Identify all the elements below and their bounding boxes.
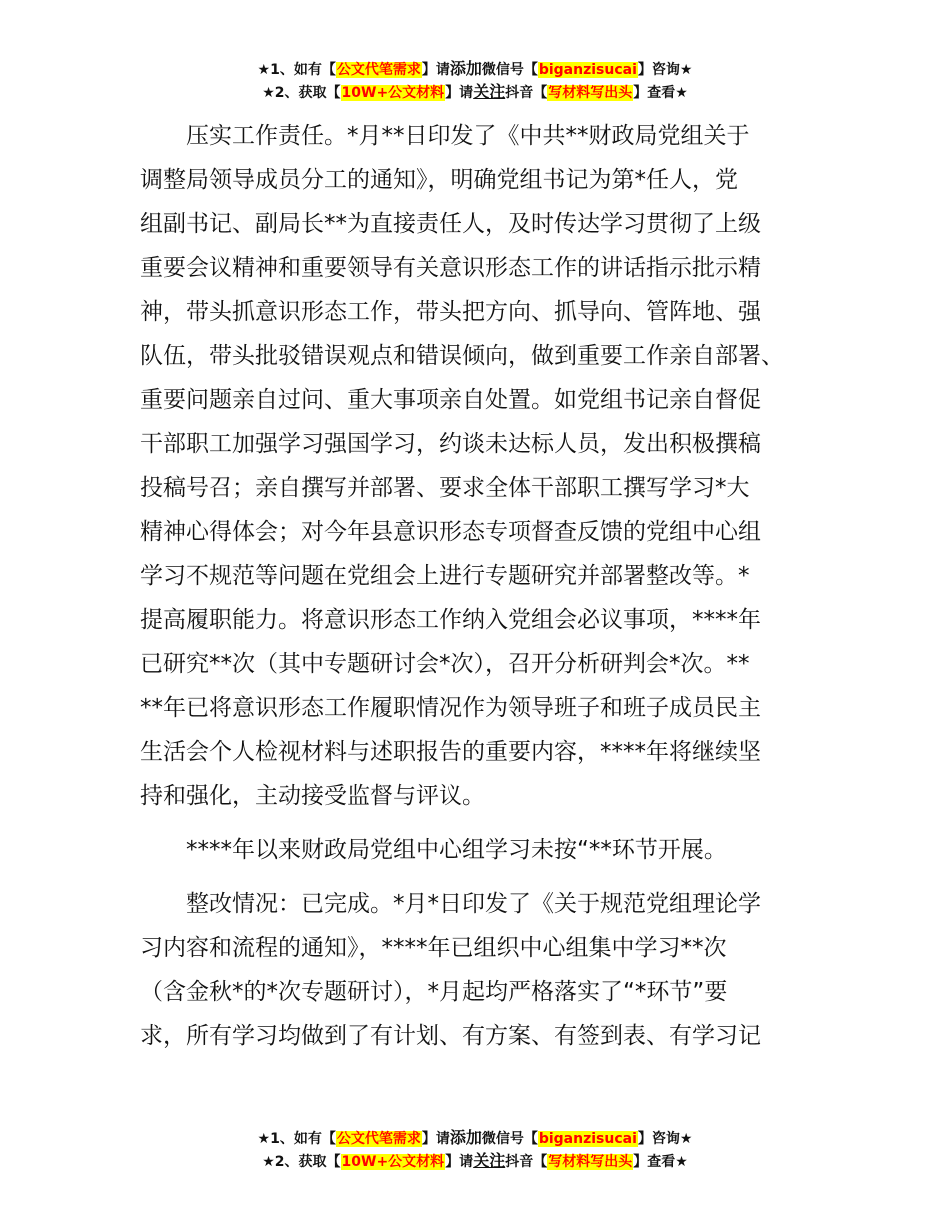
text-line: 神，带头抓意识形态工作，带头把方向、抓导向、管阵地、强 xyxy=(140,299,761,325)
text-line: 学习不规范等问题在党组会上进行专题研究并部署整改等。* xyxy=(140,563,750,589)
text-line: 生活会个人检视材料与述职报告的重要内容，****年将继续坚 xyxy=(140,739,761,765)
text-line: 提高履职能力。将意识形态工作纳入党组会必议事项，****年 xyxy=(140,607,761,633)
text-line: 持和强化，主动接受监督与评议。 xyxy=(140,783,485,809)
banner-line-2: ★2、获取【10W+公文材料】请关注抖音【写材料写出头】查看★ xyxy=(262,1151,688,1170)
banner-line-1: ★1、如有【公文代笔需求】请添加微信号【biganzisucai】咨询★ xyxy=(257,1128,693,1147)
text-line: 重要问题亲自过问、重大事项亲自处置。如党组书记亲自督促 xyxy=(140,387,761,413)
text-line: ****年以来财政局党组中心组学习未按“**环节开展。 xyxy=(140,837,727,863)
text-line: 压实工作责任。*月**日印发了《中共**财政局党组关于 xyxy=(140,123,750,149)
text-line: 调整局领导成员分工的通知》，明确党组书记为第*任人，党 xyxy=(140,167,738,193)
paragraph-rectification xyxy=(140,882,830,1058)
text-line: 已研究**次（其中专题研讨会*次），召开分析研判会*次。** xyxy=(140,651,750,677)
text-line: 精神心得体会；对今年县意识形态专项督查反馈的党组中心组 xyxy=(140,519,761,545)
text-line: **年已将意识形态工作履职情况作为领导班子和班子成员民主 xyxy=(140,695,761,721)
document-body xyxy=(140,114,830,1058)
header-banner xyxy=(0,58,950,104)
banner-line-2: ★2、获取【10W+公文材料】请关注抖音【写材料写出头】查看★ xyxy=(262,82,688,101)
text-line: 投稿号召；亲自撰写并部署、要求全体干部职工撰写学习*大 xyxy=(140,475,750,501)
text-line: 整改情况：已完成。*月*日印发了《关于规范党组理论学 xyxy=(140,891,761,917)
paragraph-responsibility xyxy=(140,114,830,818)
text-line: （含金秋*的*次专题研讨），*月起均严格落实了“*环节”要 xyxy=(140,979,728,1005)
text-line: 干部职工加强学习强国学习，约谈未达标人员，发出积极撰稿 xyxy=(140,431,761,457)
banner-line-1: ★1、如有【公文代笔需求】请添加微信号【biganzisucai】咨询★ xyxy=(257,59,693,78)
paragraph-issue xyxy=(140,828,830,872)
text-line: 队伍，带头批驳错误观点和错误倾向，做到重要工作亲自部署、 xyxy=(140,343,784,369)
text-line: 重要会议精神和重要领导有关意识形态工作的讲话指示批示精 xyxy=(140,255,761,281)
text-line: 组副书记、副局长**为直接责任人，及时传达学习贯彻了上级 xyxy=(140,211,761,237)
text-line: 求，所有学习均做到了有计划、有方案、有签到表、有学习记 xyxy=(140,1023,761,1049)
text-line: 习内容和流程的通知》，****年已组织中心组集中学习**次 xyxy=(140,935,727,961)
footer-banner xyxy=(0,1127,950,1173)
